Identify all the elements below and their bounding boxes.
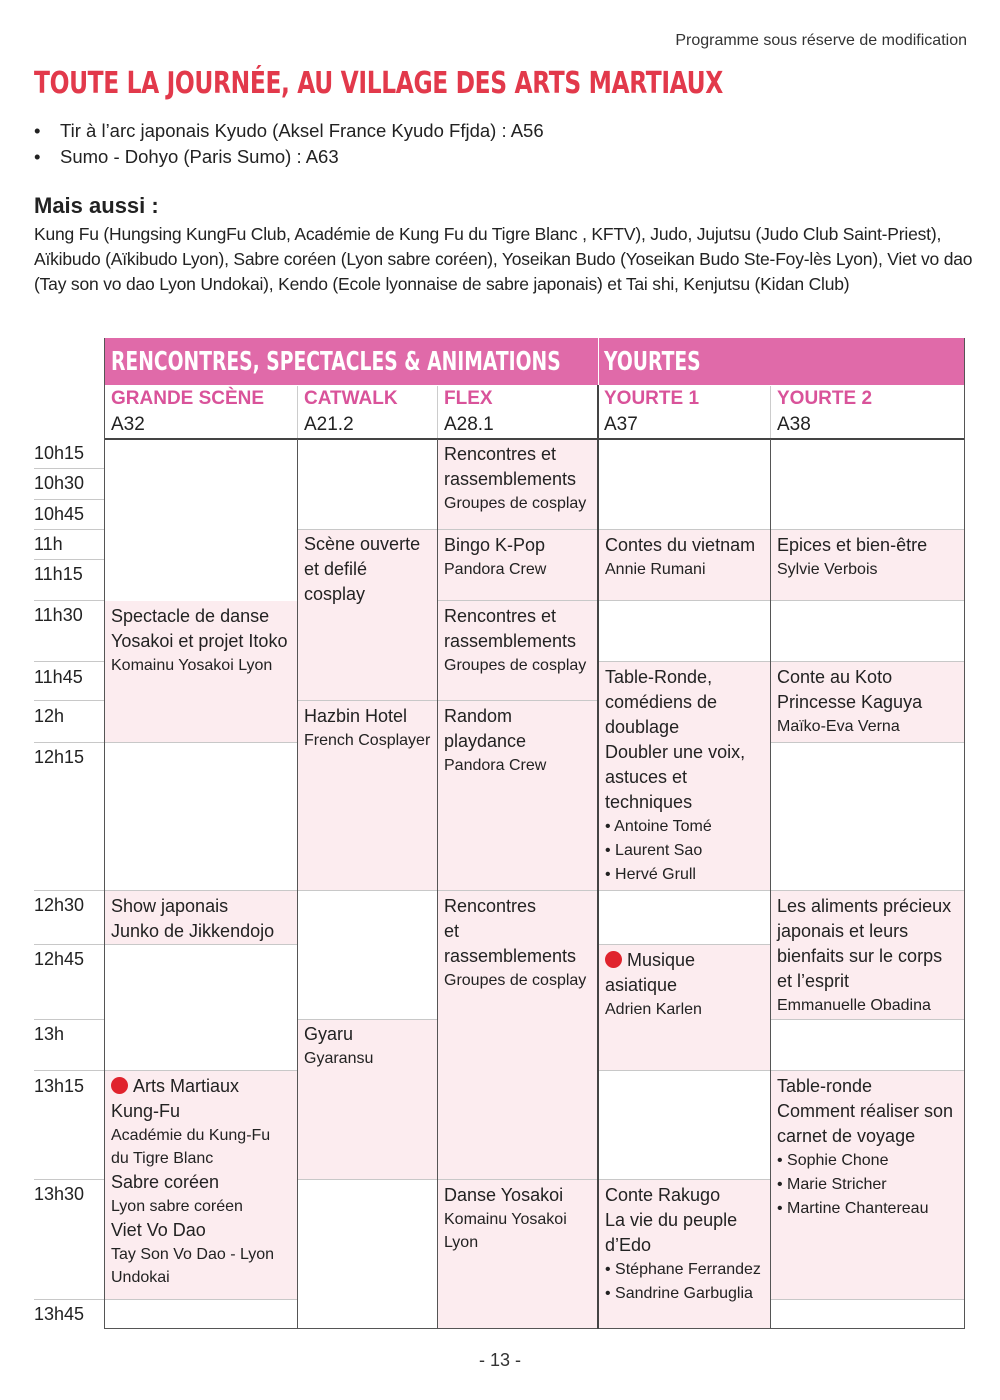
list-item: • Tir à l’arc japonais Kyudo (Aksel France Kyudo Ffjda) : A56 (34, 118, 544, 144)
time-label: 12h15 (34, 747, 85, 767)
list-item: • Sumo - Dohyo (Paris Sumo) : A63 (34, 144, 544, 170)
event-rencontres-3: Rencontres et rassemblements Groupes de cosplay (438, 891, 597, 1179)
time-label: 11h15 (34, 564, 83, 584)
column-header-catwalk: CATWALK A21.2 (304, 388, 398, 435)
event-conte-koto: Conte au Koto Princesse Kaguya Maïko-Eva Verna (771, 662, 964, 742)
divider (599, 600, 770, 601)
divider (599, 529, 770, 530)
time-label: 13h45 (34, 1304, 85, 1324)
disclaimer-note: Programme sous réserve de modification (675, 32, 967, 49)
divider (34, 1299, 104, 1300)
divider (771, 742, 964, 743)
divider (438, 529, 597, 530)
event-rencontres-2: Rencontres et rassemblements Groupes de cosplay (438, 601, 597, 700)
event-carnet-voyage: Table-ronde Comment réaliser son carnet de voyage • Sophie Chone • Marie Stricher • Martine Chantereau (771, 1071, 964, 1300)
divider (34, 742, 104, 743)
event-conte-rakugo: Conte Rakugo La vie du peuple d’Edo • Stéphane Ferrandez • Sandrine Garbuglia (599, 1180, 770, 1329)
divider (105, 890, 297, 891)
divider (298, 890, 437, 891)
event-arts-martiaux: Arts Martiaux Kung-Fu Académie du Kung-Fu du Tigre Blanc Sabre coréen Lyon sabre coréen Viet Vo Dao Tay Son Vo Dao - Lyon Undokai (105, 1071, 297, 1300)
divider (771, 529, 964, 530)
divider (34, 600, 104, 601)
header-rule (104, 438, 964, 440)
divider (771, 1019, 964, 1020)
divider (438, 890, 597, 891)
divider (770, 386, 771, 438)
divider (34, 661, 104, 662)
divider (298, 1019, 437, 1020)
event-random-playdance: Random playdance Pandora Crew (438, 701, 597, 890)
divider (34, 468, 104, 469)
divider (599, 1179, 770, 1180)
divider (437, 439, 438, 1329)
column-header-yourte-2: YOURTE 2 A38 (777, 388, 873, 435)
event-aliments-precieux: Les aliments précieux japonais et leurs bienfaits sur le corps et l’esprit Emmanuelle Obadina (771, 891, 964, 1019)
time-label: 13h30 (34, 1184, 85, 1204)
event-rencontres-1: Rencontres et rassemblements Groupes de cosplay (438, 439, 597, 529)
divider (297, 439, 298, 1329)
event-scene-ouverte: Scène ouverte et defilé cosplay (298, 529, 437, 700)
divider (298, 529, 437, 530)
divider (34, 700, 104, 701)
divider (964, 338, 965, 1329)
band-yourtes: YOURTES (599, 338, 964, 385)
event-table-ronde-doublage: Table-Ronde, comédiens de doublage Doubler une voix, astuces et techniques • Antoine Tomé • Laurent Sao • Hervé Grull (599, 662, 770, 890)
column-header-grande-scene: GRANDE SCÈNE A32 (111, 388, 265, 435)
divider (770, 439, 771, 1329)
event-danse-yosakoi: Danse Yosakoi Komainu Yosakoi Lyon (438, 1180, 597, 1329)
divider (34, 1179, 104, 1180)
divider (105, 1070, 297, 1071)
divider (599, 890, 770, 891)
highlight-dot-icon (605, 951, 622, 968)
time-label: 10h45 (34, 504, 85, 524)
time-label: 11h30 (34, 605, 83, 625)
divider (297, 386, 298, 438)
bottom-rule (104, 1328, 964, 1329)
divider (34, 944, 104, 945)
page-number: - 13 - (478, 1350, 521, 1370)
divider (771, 890, 964, 891)
time-label: 12h (34, 706, 65, 726)
divider (105, 944, 297, 945)
divider (599, 944, 770, 945)
divider (34, 529, 104, 530)
divider (438, 1179, 597, 1180)
event-epices: Epices et bien-être Sylvie Verbois (771, 530, 964, 600)
divider (599, 661, 770, 662)
divider (599, 1070, 770, 1071)
time-label: 10h30 (34, 473, 85, 493)
column-header-yourte-1: YOURTE 1 A37 (604, 388, 700, 435)
time-label: 13h15 (34, 1076, 85, 1096)
time-label: 11h (34, 534, 63, 554)
time-label: 12h30 (34, 895, 85, 915)
divider (34, 1019, 104, 1020)
divider (105, 742, 297, 743)
divider (34, 499, 104, 500)
page-title: TOUTE LA JOURNÉE, AU VILLAGE DES ARTS MARTIAUX (34, 66, 723, 101)
event-contes-vietnam: Contes du vietnam Annie Rumani (599, 530, 770, 600)
divider (34, 890, 104, 891)
time-label: 10h15 (34, 443, 85, 463)
divider (597, 385, 599, 1329)
divider (438, 700, 597, 701)
divider (771, 1070, 964, 1071)
time-label: 11h45 (34, 667, 83, 687)
column-header-flex: FLEX A28.1 (444, 388, 494, 435)
divider (104, 338, 105, 1329)
divider (438, 600, 597, 601)
section-heading: Mais aussi : (34, 193, 159, 218)
band-rencontres: RENCONTRES, SPECTACLES & ANIMATIONS (105, 338, 598, 385)
divider (298, 700, 437, 701)
divider (771, 600, 964, 601)
section-text: Kung Fu (Hungsing KungFu Club, Académie de Kung Fu du Tigre Blanc , KFTV), Judo, Jujutsu (Judo Club Saint-Priest), Aïkibudo (Aïkibudo Lyon), Sabre coréen (Lyon sabre coréen), Yoseikan Budo (Yoseikan Budo Ste-Foy-lès Lyon), Viet vo dao (Tay son vo dao Lyon Undokai), Kendo (Ecole lyonnaise de sabre japonais) et Tai shi, Kenjutsu (Kidan Club) (34, 224, 973, 294)
divider (34, 1070, 104, 1071)
time-label: 12h45 (34, 949, 85, 969)
event-hazbin-hotel: Hazbin Hotel French Cosplayer (298, 701, 437, 890)
highlight-dot-icon (111, 1077, 128, 1094)
divider (771, 661, 964, 662)
activity-list (34, 118, 544, 170)
divider (437, 386, 438, 438)
divider (105, 1299, 297, 1300)
divider (298, 1179, 437, 1180)
divider (771, 1299, 964, 1300)
event-spectacle-danse: Spectacle de danse Yosakoi et projet Itoko Komainu Yosakoi Lyon (105, 601, 297, 742)
event-musique-asiatique: Musique asiatique Adrien Karlen (599, 945, 770, 1070)
event-show-japonais: Show japonais Junko de Jikkendojo (105, 891, 297, 944)
time-label: 13h (34, 1024, 65, 1044)
divider (34, 559, 104, 560)
event-bingo-kpop: Bingo K-Pop Pandora Crew (438, 530, 597, 600)
event-gyaru: Gyaru Gyaransu (298, 1019, 437, 1179)
